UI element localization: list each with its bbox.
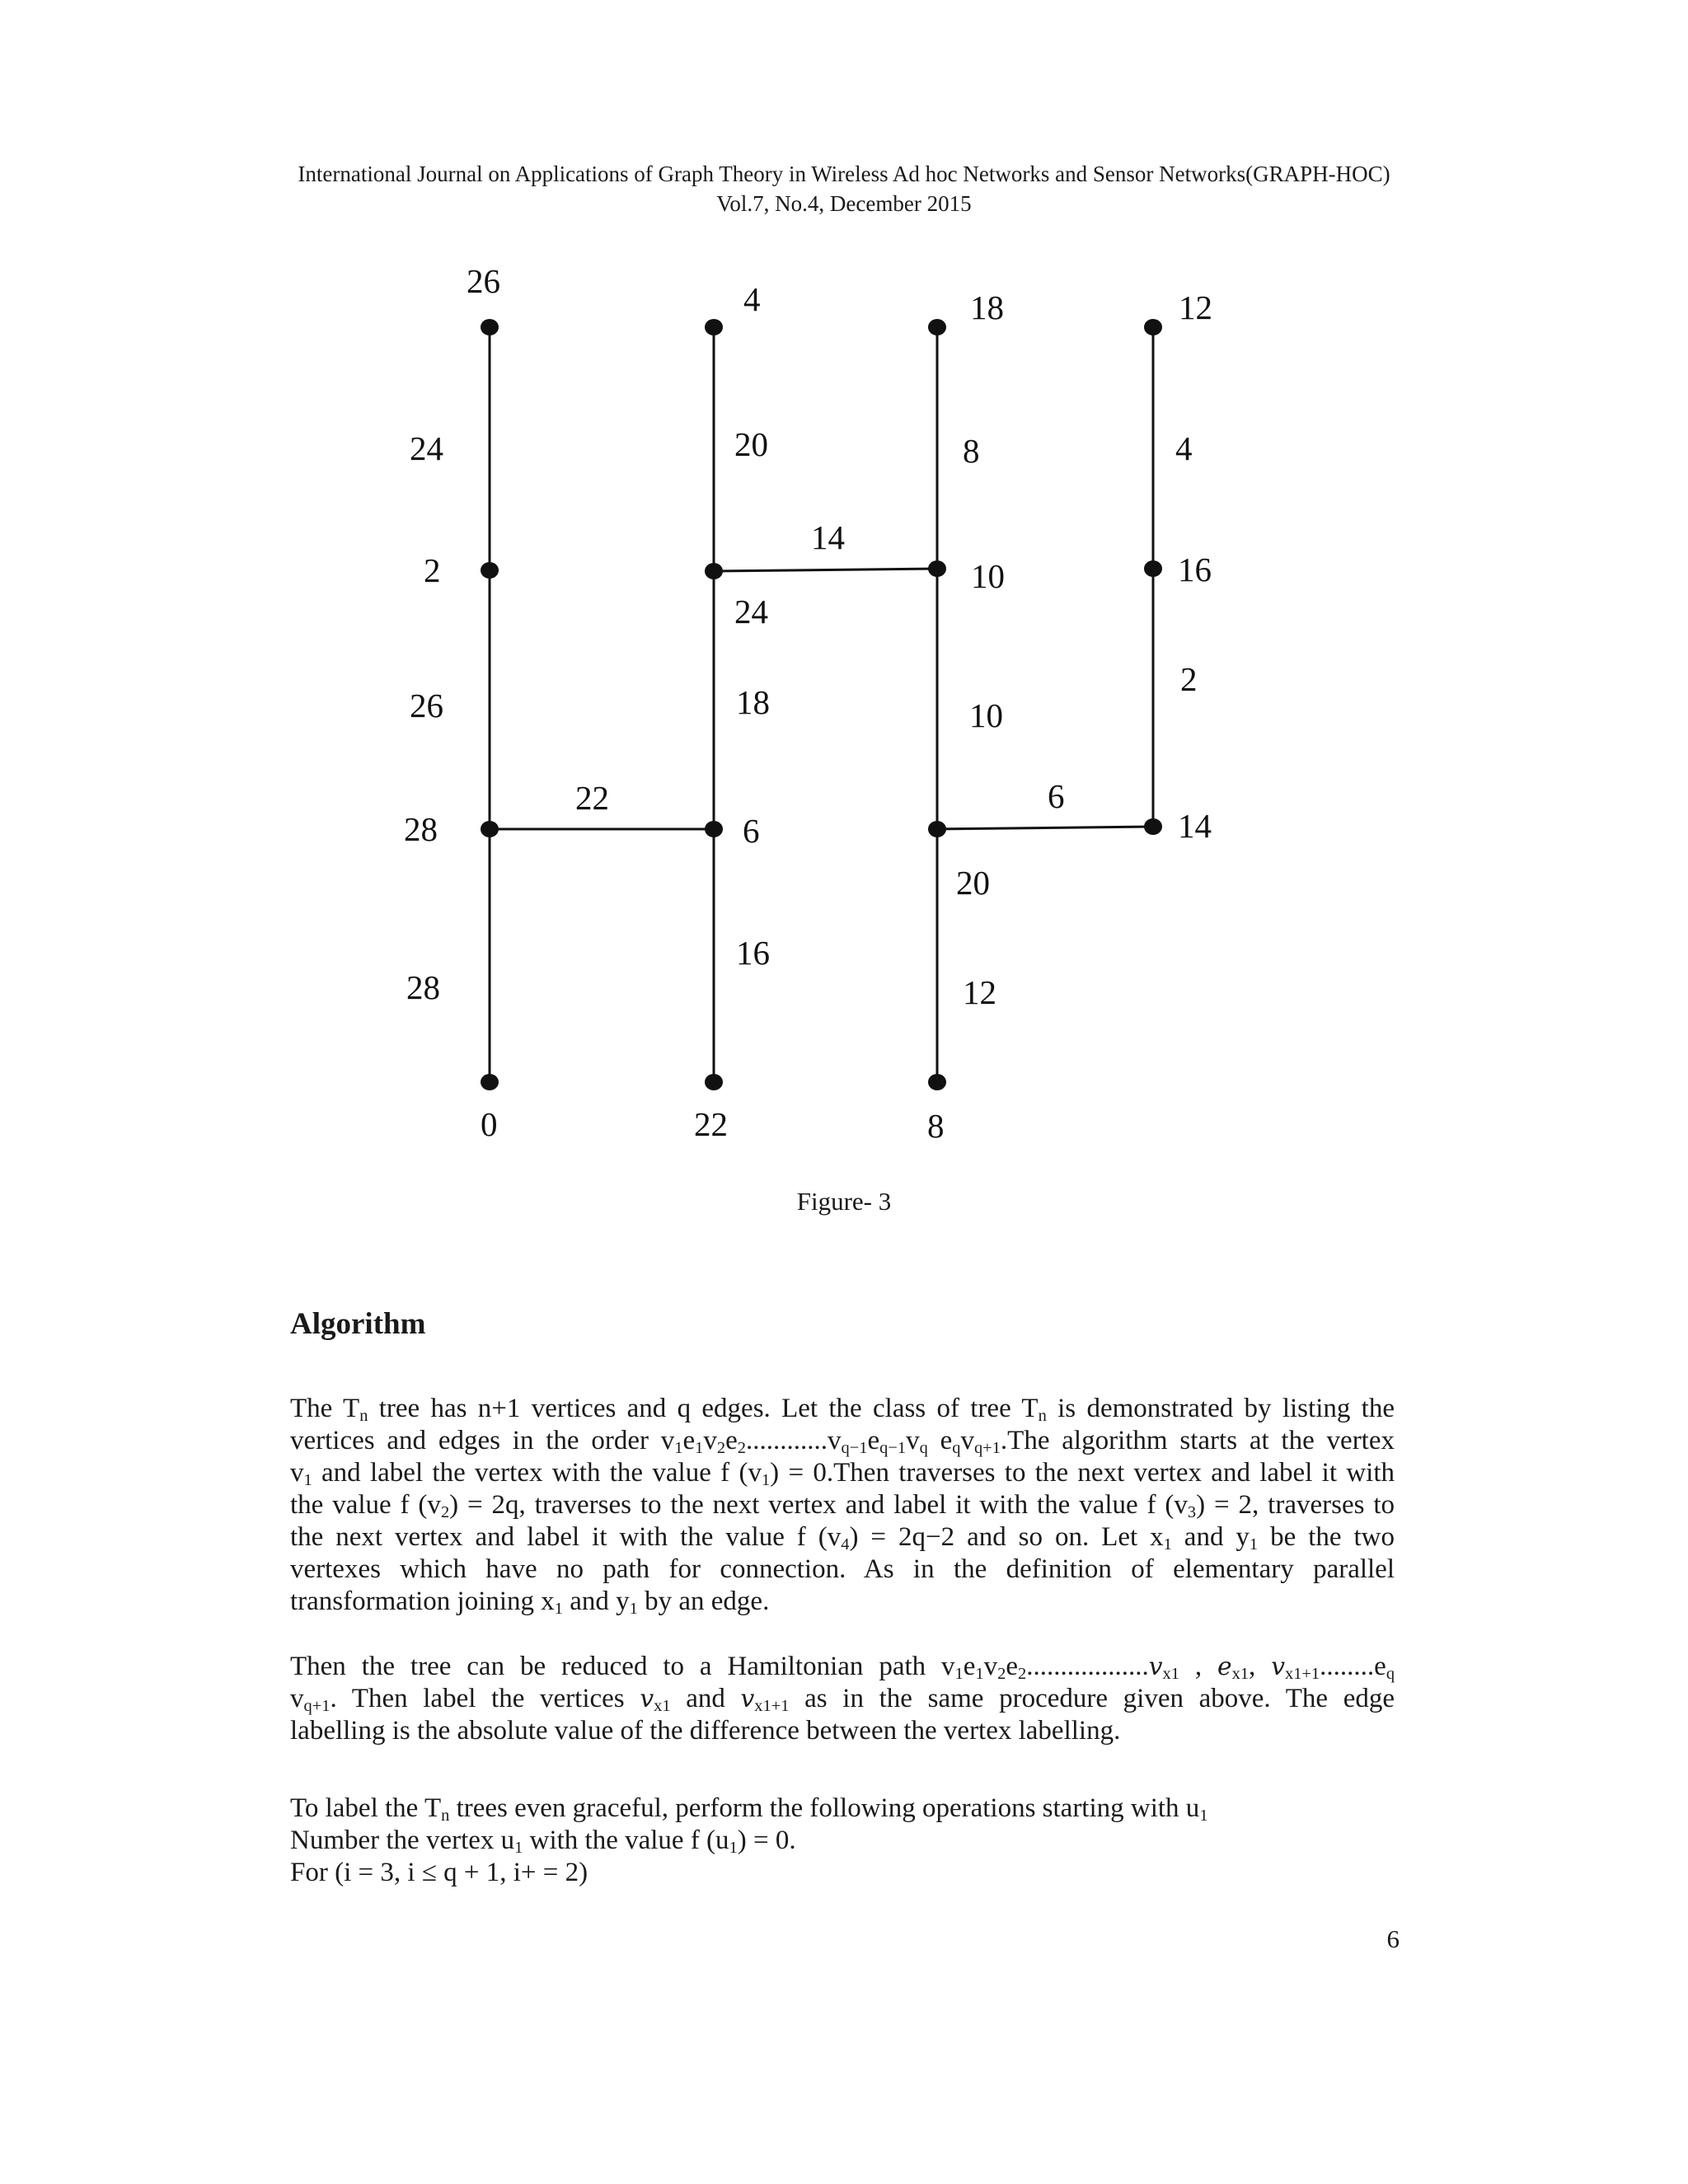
edge-label: 24 (734, 593, 768, 630)
edge-label: 16 (736, 934, 770, 972)
edge-label: 22 (575, 779, 609, 817)
vertex-label: 4 (743, 280, 761, 318)
text-line: the value f $(v_2) = 2q$, traverses to the next vertex and label it with the value f $(v_3) = 2$, traverses to (290, 1490, 1395, 1522)
edge-line (937, 827, 1153, 829)
text-line: Number the vertex $u_1$ with the value f $(u_1) = 0$. (290, 1825, 796, 1858)
vertex-dot (481, 562, 499, 579)
edge-label: 8 (963, 432, 980, 470)
vertex-dot (1144, 818, 1162, 835)
text-line: transformation joining $x_1$ and $y_1$ by an edge. (290, 1586, 770, 1619)
vertex-dot (1144, 319, 1162, 335)
paragraph-1 (290, 1393, 1395, 1618)
edge-label: 18 (736, 683, 770, 721)
vertex-dot (481, 319, 499, 335)
vertex-label: 10 (971, 557, 1005, 595)
journal-title: International Journal on Applications of Graph Theory in Wireless Ad hoc Networks and Sensor Networks(GRAPH-HOC) (298, 162, 1390, 186)
vertex-dot (928, 1074, 946, 1090)
vertex-label: 18 (970, 288, 1004, 326)
vertex-dot (481, 821, 499, 837)
vertex-dot (928, 560, 946, 577)
text-line: To label the $T_n$ trees even graceful, perform the following operations starting with $u_1$ (290, 1793, 1208, 1825)
section-heading: Algorithm (290, 1307, 426, 1341)
vertex-label: 6 (743, 812, 760, 850)
text-line: vertexes which have no path for connection. As in the definition of elementary parallel (290, 1554, 1395, 1584)
vertex-dot (928, 821, 946, 837)
vertex-label: 28 (404, 810, 438, 848)
paragraph-2 (290, 1651, 1395, 1747)
edge-label: 6 (1048, 777, 1065, 815)
page-number: 6 (1386, 1924, 1400, 1953)
vertex-label: 12 (1179, 288, 1212, 326)
edge-label: 4 (1175, 429, 1193, 467)
vertex-label: 2 (424, 551, 441, 589)
text-line: $v_{q+1}$. Then label the vertices $v_{x1}$ and $v_{x1+1}$ as in the same procedure given above. The edge (290, 1684, 1395, 1716)
edge-label: 14 (811, 518, 845, 556)
vertex-dot (481, 1074, 499, 1090)
vertex-label: 16 (1178, 551, 1212, 588)
vertex-dot (705, 1074, 723, 1090)
edge-line (714, 569, 937, 571)
vertex-dot (705, 563, 723, 579)
edge-label: 10 (969, 696, 1003, 734)
vertex-label: 0 (481, 1105, 498, 1143)
edge-label: 2 (1180, 660, 1198, 698)
text-line: Then the tree can be reduced to a Hamiltonian path $v_1e_1v_2e_2..................v_{x1}$ , $e_{x1}$, $v_{x1+1}........e_q$ (290, 1652, 1395, 1684)
text-line: vertices and edges in the order $v_1e_1v_2e_2............v_{q-1}e_{q-1}v_q$ $e_qv_{q+1}.The$ algorithm starts at the vertex (290, 1426, 1395, 1458)
edge-label: 20 (734, 425, 768, 463)
vertex-label: 26 (467, 262, 500, 300)
text-line: the next vertex and label it with the value f $(v_4) = 2q-2$ and so on. Let $x_1$ and $y_1$ be the two (290, 1522, 1395, 1554)
vertex-dot (1144, 560, 1162, 577)
text-line: labelling is the absolute value of the difference between the vertex labelling. (290, 1716, 1121, 1746)
figure-caption: Figure- 3 (796, 1187, 892, 1216)
edge-label: 12 (963, 973, 996, 1011)
vertex-label: 14 (1178, 807, 1212, 845)
vertex-dot (705, 821, 723, 837)
vertex-dot (928, 319, 946, 335)
journal-volume: Vol.7, No.4, December 2015 (716, 191, 972, 216)
text-line: $v_1$ and label the vertex with the value f $(v_1)$ = 0.Then traverses to the next vertex and label it with (290, 1458, 1395, 1490)
vertex-dot (705, 319, 723, 335)
edge-label: 26 (410, 687, 443, 724)
edge-label: 20 (956, 864, 990, 902)
edge-label: 28 (406, 968, 440, 1006)
vertex-label: 8 (927, 1107, 945, 1145)
text-line: For (i = 3, i ≤ q + 1, i+ = 2) (290, 1858, 588, 1887)
vertex-label: 22 (694, 1105, 728, 1143)
text-line: The $T_n$ tree has n+1 vertices and q edges. Let the class of tree $T_n$ is demonstrated by listing the (290, 1394, 1395, 1426)
paragraph-3 (290, 1793, 1395, 1889)
edge-label: 24 (410, 429, 443, 467)
